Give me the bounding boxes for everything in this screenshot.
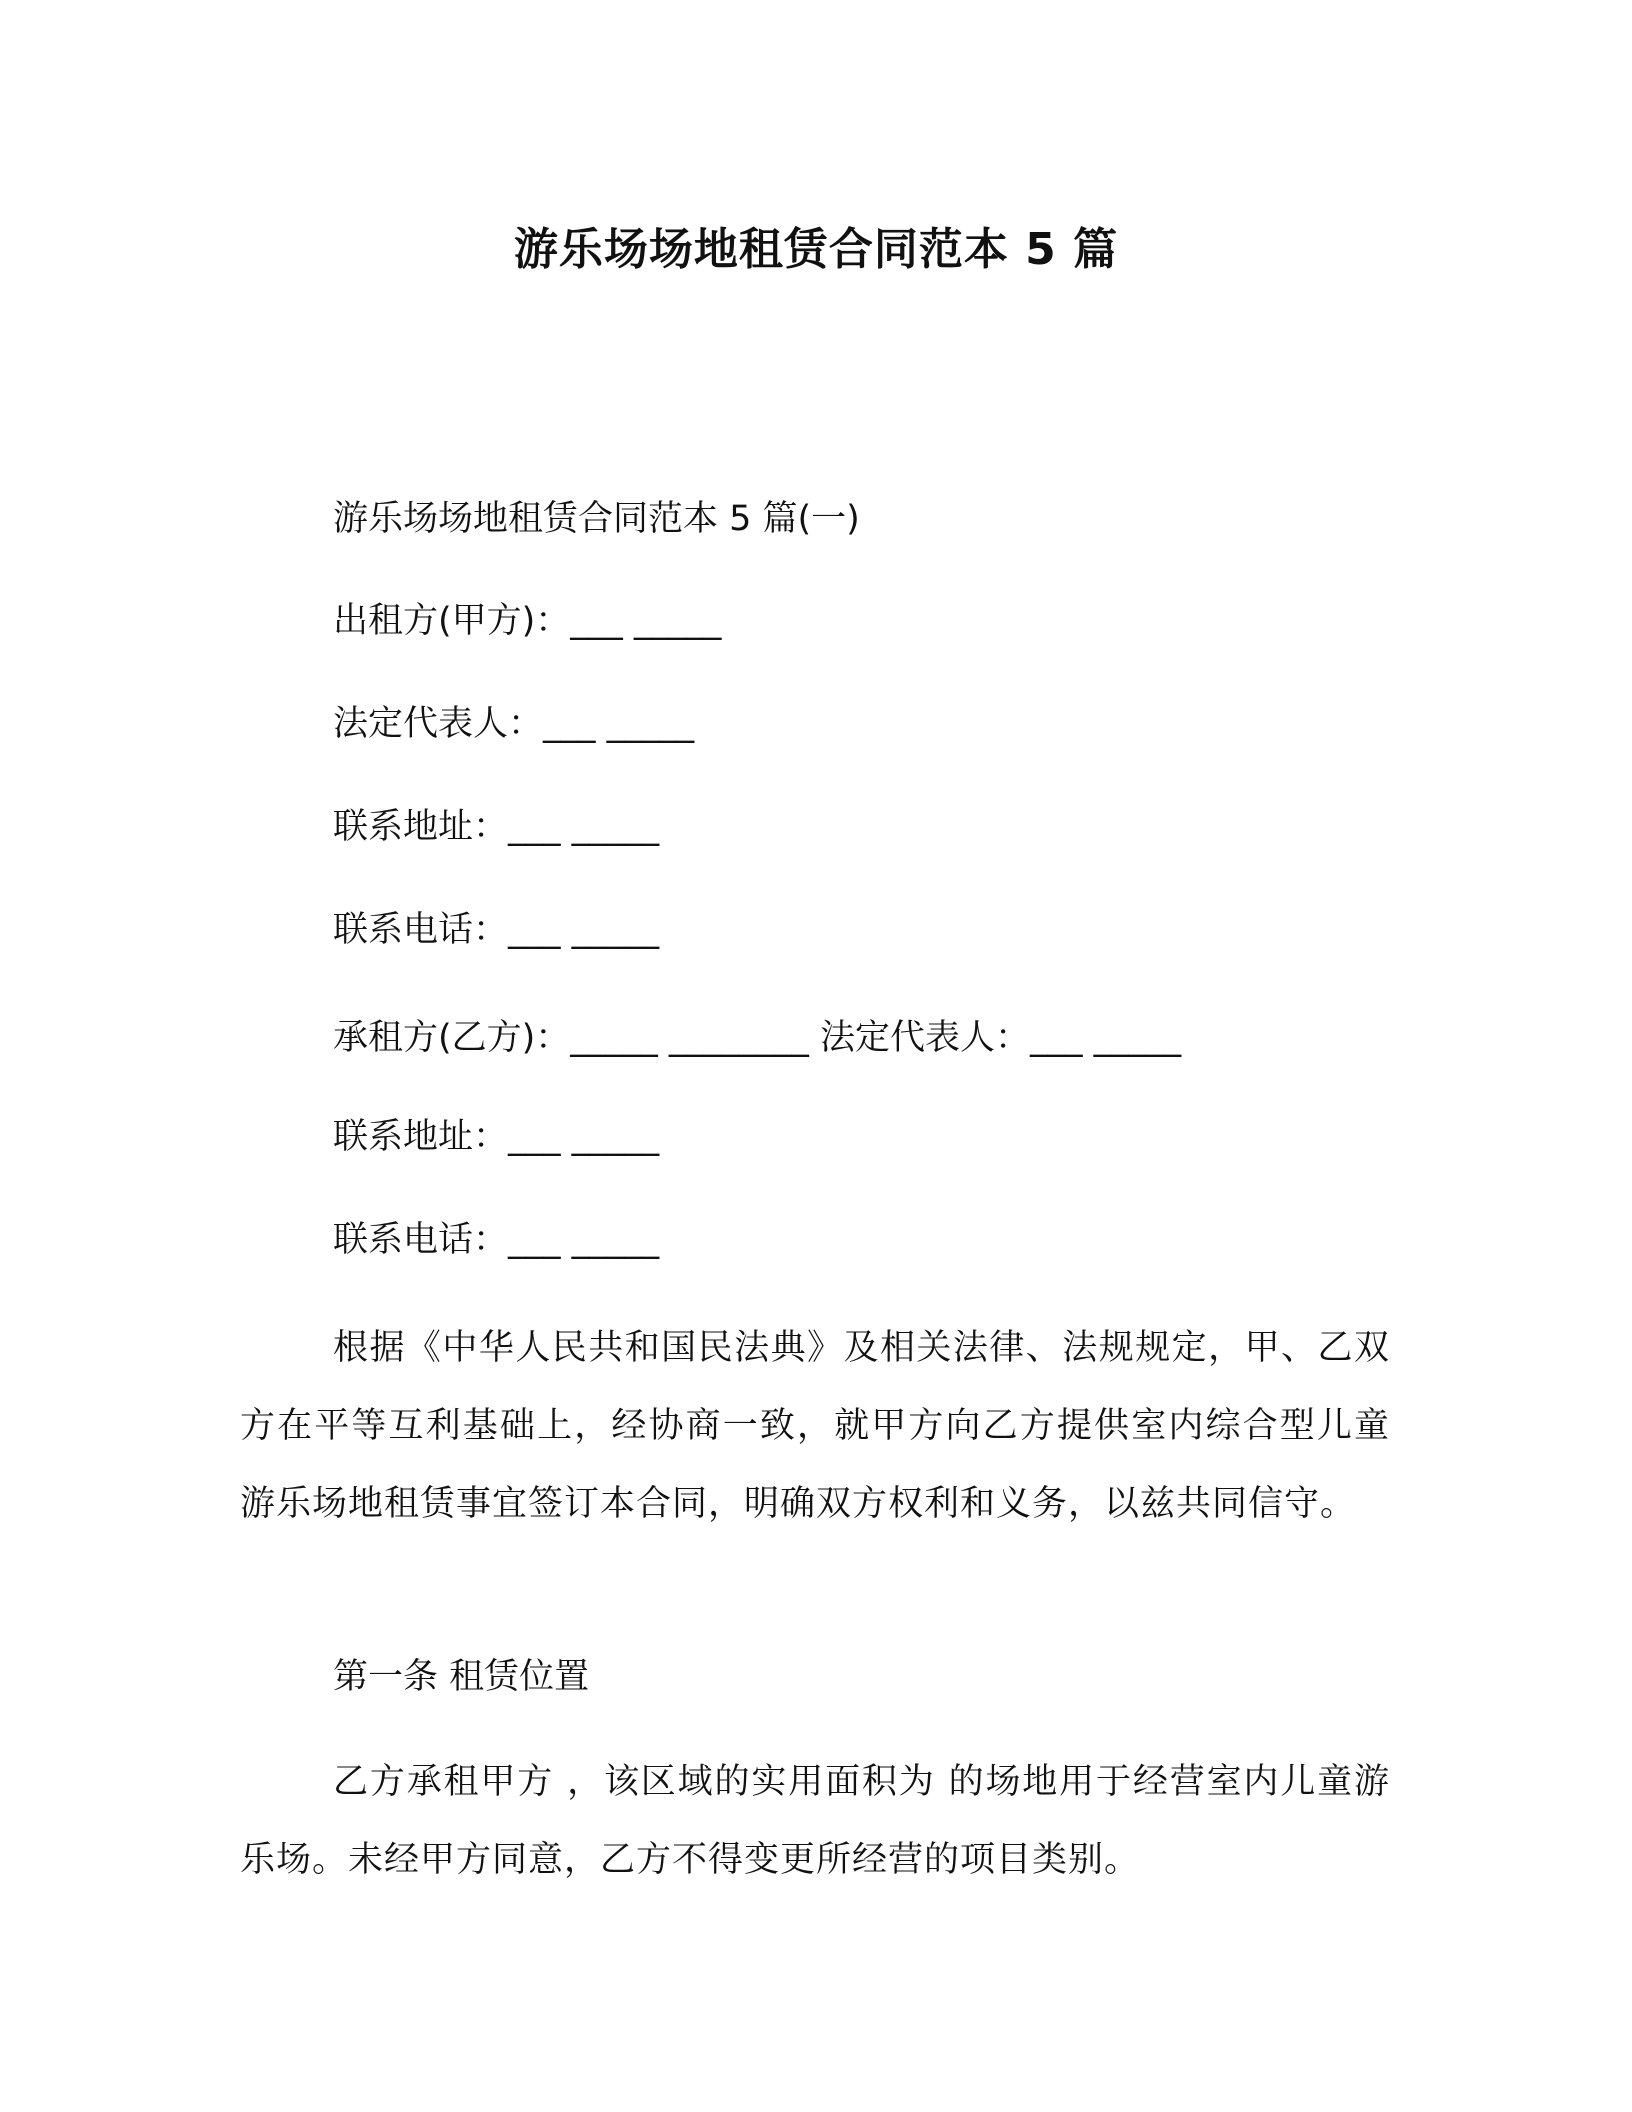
basis-paragraph: 根据《中华人民共和国民法典》及相关法律、法规规定，甲、乙双方在平等互利基础上，经协商一致，就甲方向乙方提供室内综合型儿童游乐场地租赁事宜签订本合同，明确双方权利和义务，以兹共同信守。 <box>240 1328 1390 1524</box>
article-1-paragraph: 乙方承租甲方 ，该区域的实用面积为 的场地用于经营室内儿童游乐场。未经甲方同意，乙方不得变更所经营的项目类别。 <box>240 1762 1390 1880</box>
article-1-heading: 第一条 租赁位置 <box>333 1657 590 1697</box>
lessee-phone-line: 联系电话：___ _____ <box>333 1220 660 1260</box>
lessor-name-line: 出租方(甲方)：___ _____ <box>333 601 722 641</box>
lessee-name-line: 承租方(乙方)：_____ ________ 法定代表人：___ _____ <box>333 1018 1182 1058</box>
document-title: 游乐场场地租赁合同范本 5 篇 <box>513 224 1119 275</box>
lessee-address-line: 联系地址：___ _____ <box>333 1117 660 1157</box>
lessor-phone-line: 联系电话：___ _____ <box>333 910 660 950</box>
contract-subtitle: 游乐场场地租赁合同范本 5 篇(一) <box>333 499 860 539</box>
lessor-address-line: 联系地址：___ _____ <box>333 807 660 847</box>
lessor-legal-rep-line: 法定代表人：___ _____ <box>333 704 695 744</box>
